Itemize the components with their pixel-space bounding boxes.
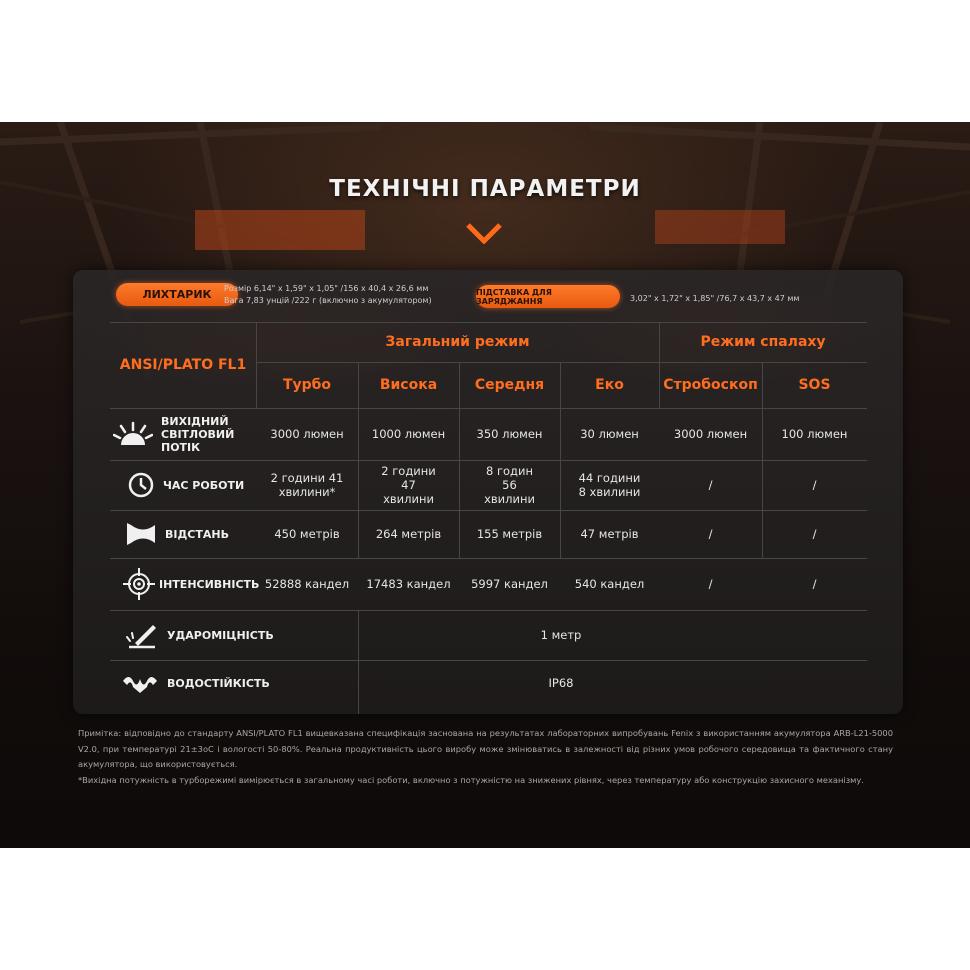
runtime-eco: 44 години 8 хвилини bbox=[578, 471, 641, 499]
row-water-text: ВОДОСТІЙКІСТЬ bbox=[167, 676, 270, 690]
page-title: ТЕХНІЧНІ ПАРАМЕТРИ bbox=[329, 176, 641, 202]
flashlight-weight: Вага 7,83 унцій /222 г (включно з акумулятором) bbox=[224, 296, 432, 305]
impact-value: 1 метр bbox=[540, 628, 582, 642]
row-label-output bbox=[113, 408, 259, 460]
water-splash-icon bbox=[121, 671, 159, 695]
note-turbo: *Вихідна потужність в турборежимі вимірюється в загальному часі роботи, включно з потужністю на знижених рівнях, через температуру або конструкцію захисного механізму. bbox=[78, 774, 864, 785]
output-turbo: 3000 люмен bbox=[270, 427, 344, 441]
row-label-distance bbox=[113, 510, 259, 558]
distance-high: 264 метрів bbox=[375, 527, 442, 541]
footnotes bbox=[78, 726, 893, 788]
mode-medium: Середня bbox=[474, 377, 545, 393]
beam-distance-icon bbox=[125, 521, 157, 547]
group-general: Загальний режим bbox=[385, 334, 530, 350]
group-flash: Режим спалаху bbox=[700, 334, 826, 350]
note-main: Примітка: відповідно до стандарту ANSI/PLATO FL1 вищевказана специфікація заснована на результатах лабораторних випробувань Fenix з використанням акумулятора ARB-L21-5000 V2.0, при температурі 21±3оС і вологості 50-80%. Реальна продуктивність цього виробу може змінюватись в залежності від різних умов робочого середовища та фактичного стану акумулятора, що використовується. bbox=[78, 728, 893, 769]
row-distance-text: ВІДСТАНЬ bbox=[165, 527, 229, 541]
crosshair-icon bbox=[123, 568, 155, 600]
row-label-runtime bbox=[113, 460, 259, 510]
distance-sos: / bbox=[812, 527, 817, 541]
distance-eco: 47 метрів bbox=[580, 527, 639, 541]
runtime-medium: 8 годин 56 хвилини bbox=[484, 464, 535, 506]
runtime-strobe: / bbox=[708, 478, 713, 492]
row-impact-text: УДАРОМІЦНІСТЬ bbox=[167, 628, 274, 642]
output-high: 1000 люмен bbox=[371, 427, 446, 441]
charging-stand-badge: ПІДСТАВКА ДЛЯ ЗАРЯДЖАННЯ bbox=[476, 285, 620, 308]
standard-label: ANSI/PLATO FL1 bbox=[119, 357, 247, 373]
clock-icon bbox=[127, 471, 155, 499]
impact-icon bbox=[125, 621, 159, 649]
distance-strobe: / bbox=[708, 527, 713, 541]
row-runtime-text: ЧАС РОБОТИ bbox=[163, 478, 245, 492]
spec-banner bbox=[0, 122, 970, 848]
mode-turbo: Турбо bbox=[282, 377, 332, 393]
runtime-sos: / bbox=[812, 478, 817, 492]
mode-sos: SOS bbox=[798, 377, 831, 393]
mode-strobe: Стробоскоп bbox=[663, 377, 758, 393]
stand-size: 3,02" х 1,72" х 1,85" /76,7 х 43,7 х 47 мм bbox=[630, 294, 800, 303]
runtime-turbo: 2 години 41 хвилини* bbox=[270, 471, 344, 499]
mode-eco: Еко bbox=[595, 377, 624, 393]
flashlight-size: Розмір 6,14" х 1,59" х 1,05" /156 х 40,4 х 26,6 мм bbox=[224, 284, 429, 293]
chevron-down-icon bbox=[466, 222, 502, 244]
intensity-high: 17483 кандел bbox=[366, 577, 451, 591]
row-intensity-text: ІНТЕНСИВНІСТЬ bbox=[159, 577, 260, 591]
intensity-eco: 540 кандел bbox=[574, 577, 645, 591]
row-label-water bbox=[113, 660, 353, 706]
spec-card bbox=[73, 270, 903, 714]
mode-high: Висока bbox=[379, 377, 438, 393]
distance-turbo: 450 метрів bbox=[274, 527, 340, 541]
output-eco: 30 люмен bbox=[580, 427, 639, 441]
intensity-strobe: / bbox=[708, 577, 713, 591]
output-strobe: 3000 люмен bbox=[673, 427, 748, 441]
row-label-intensity bbox=[113, 558, 259, 610]
intensity-medium: 5997 кандел bbox=[471, 577, 548, 591]
light-burst-icon bbox=[113, 421, 153, 447]
distance-medium: 155 метрів bbox=[476, 527, 543, 541]
output-sos: 100 люмен bbox=[781, 427, 848, 441]
runtime-high: 2 години 47 хвилини bbox=[381, 464, 436, 506]
row-label-impact bbox=[113, 610, 353, 660]
water-value: IP68 bbox=[548, 676, 574, 690]
flashlight-badge: ЛИХТАРИК bbox=[116, 283, 238, 306]
output-medium: 350 люмен bbox=[476, 427, 543, 441]
intensity-sos: / bbox=[812, 577, 817, 591]
intensity-turbo: 52888 кандел bbox=[264, 577, 350, 591]
row-output-text: ВИХІДНИЙ СВІТЛОВИЙ ПОТІК bbox=[161, 414, 235, 454]
